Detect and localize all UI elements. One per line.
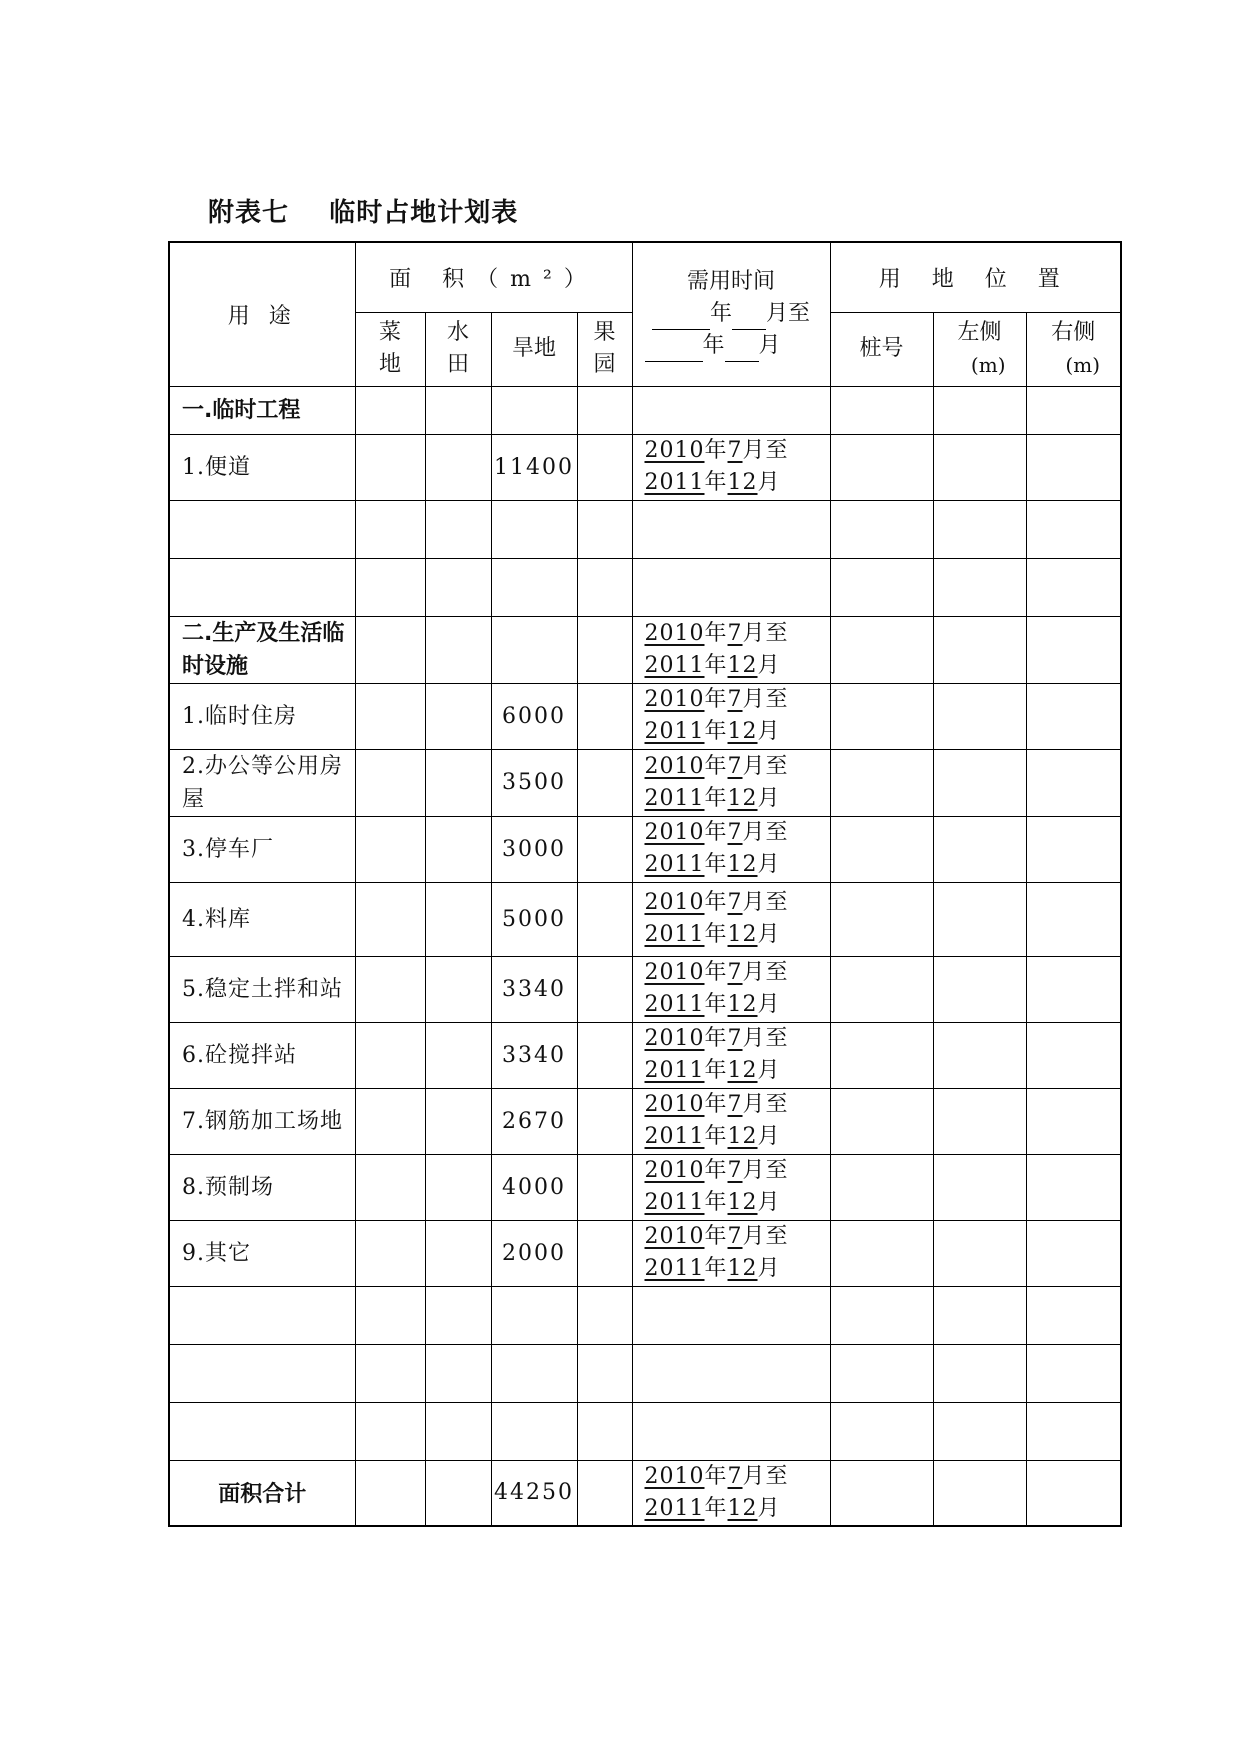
time-cell	[632, 616, 830, 683]
purpose-cell: 1.便道	[169, 434, 355, 500]
header-left-side: 左侧 (m)	[933, 312, 1026, 386]
right-side-cell	[1026, 816, 1121, 882]
right-side-cell	[1026, 1460, 1121, 1526]
end-month: 12	[727, 1190, 758, 1215]
time-cell	[632, 1220, 830, 1286]
start-year: 2010	[644, 1158, 705, 1183]
end-year: 2011	[644, 1058, 705, 1083]
year-label: 年	[704, 1224, 728, 1249]
end-year: 2011	[644, 922, 705, 947]
land-use-table	[168, 241, 1122, 1527]
orchard-cell	[577, 749, 632, 816]
to-label: 月至	[742, 820, 789, 845]
purpose-cell: 1.临时住房	[169, 683, 355, 749]
right-side-cell	[1026, 1220, 1121, 1286]
month-label: 月	[757, 1495, 781, 1521]
year-label: 年	[704, 1058, 728, 1083]
left-side-cell	[933, 434, 1026, 500]
time-cell	[632, 683, 830, 749]
end-year: 2011	[644, 652, 705, 678]
start-year: 2010	[644, 687, 705, 712]
year-label: 年	[704, 922, 728, 947]
table-row	[169, 683, 1121, 749]
left-side-cell	[933, 1154, 1026, 1220]
header-dry-land: 旱地	[491, 312, 577, 386]
year-label: 年	[704, 820, 728, 845]
paddy-field-cell	[425, 1220, 491, 1286]
year-label: 年	[704, 1092, 728, 1117]
header-stake-number: 桩号	[830, 312, 933, 386]
paddy-field-cell	[425, 1154, 491, 1220]
time-cell	[632, 1460, 830, 1526]
table-row	[169, 749, 1121, 816]
time-cell	[632, 434, 830, 500]
orchard-cell	[577, 1154, 632, 1220]
end-year: 2011	[644, 992, 705, 1017]
vegetable-land-cell	[355, 1286, 425, 1344]
left-side-cell	[933, 1402, 1026, 1460]
left-side-cell	[933, 558, 1026, 616]
start-month: 7	[727, 753, 743, 779]
orchard-cell	[577, 956, 632, 1022]
stake-cell	[830, 1220, 933, 1286]
orchard-cell	[577, 1022, 632, 1088]
purpose-cell: 6.砼搅拌站	[169, 1022, 355, 1088]
purpose-cell	[169, 1286, 355, 1344]
year-label: 年	[704, 852, 728, 877]
header-time-title: 需用时间	[686, 269, 775, 295]
dry-land-cell: 4000	[491, 1154, 577, 1220]
table-row	[169, 386, 1121, 434]
purpose-cell: 2.办公等公用房屋	[169, 749, 355, 816]
vegetable-land-cell	[355, 558, 425, 616]
dry-land-cell: 5000	[491, 882, 577, 956]
dry-land-cell: 2000	[491, 1220, 577, 1286]
time-cell	[632, 386, 830, 434]
year-label: 年	[704, 438, 728, 463]
left-side-cell	[933, 1460, 1026, 1526]
left-side-cell	[933, 956, 1026, 1022]
stake-cell	[830, 1088, 933, 1154]
left-side-cell	[933, 1286, 1026, 1344]
orchard-cell	[577, 500, 632, 558]
blank-month-1	[732, 305, 766, 330]
orchard-cell	[577, 1402, 632, 1460]
table-row	[169, 816, 1121, 882]
stake-cell	[830, 1344, 933, 1402]
vegetable-land-cell	[355, 386, 425, 434]
purpose-cell: 9.其它	[169, 1220, 355, 1286]
month-label: 月	[757, 1058, 781, 1083]
vegetable-land-cell	[355, 1220, 425, 1286]
right-side-cell	[1026, 1154, 1121, 1220]
left-side-cell	[933, 816, 1026, 882]
stake-cell	[830, 1460, 933, 1526]
left-side-cell	[933, 1088, 1026, 1154]
month-label: 月	[757, 719, 781, 744]
purpose-cell: 7.钢筋加工场地	[169, 1088, 355, 1154]
vegetable-land-cell	[355, 816, 425, 882]
vegetable-land-cell	[355, 956, 425, 1022]
purpose-cell	[169, 1402, 355, 1460]
start-month: 7	[727, 820, 743, 845]
year-label: 年	[704, 753, 728, 779]
vegetable-land-cell	[355, 1088, 425, 1154]
to-label: 月至	[742, 1224, 789, 1249]
table-row	[169, 616, 1121, 683]
left-side-cell	[933, 386, 1026, 434]
left-side-cell	[933, 1220, 1026, 1286]
start-month: 7	[727, 890, 743, 915]
table-row	[169, 434, 1121, 500]
end-month: 12	[727, 470, 758, 495]
start-year: 2010	[644, 1224, 705, 1249]
to-label: 月至	[742, 1463, 789, 1489]
header-time	[632, 242, 830, 386]
purpose-cell	[169, 558, 355, 616]
header-paddy-field: 水 田	[425, 312, 491, 386]
to-label: 月至	[742, 687, 789, 712]
header-orchard: 果 园	[577, 312, 632, 386]
orchard-cell	[577, 816, 632, 882]
year-label: 年	[704, 785, 728, 811]
start-year: 2010	[644, 890, 705, 915]
to-label: 月至	[742, 1092, 789, 1117]
left-side-cell	[933, 1022, 1026, 1088]
header-right-side: 右侧 (m)	[1026, 312, 1121, 386]
end-year: 2011	[644, 852, 705, 877]
end-year: 2011	[644, 1190, 705, 1215]
year-label: 年	[704, 652, 728, 678]
year-label: 年	[704, 719, 728, 744]
time-cell	[632, 956, 830, 1022]
table-row	[169, 1220, 1121, 1286]
dry-land-cell	[491, 1402, 577, 1460]
table-row	[169, 956, 1121, 1022]
stake-cell	[830, 616, 933, 683]
vegetable-land-cell	[355, 683, 425, 749]
end-year: 2011	[644, 719, 705, 744]
purpose-cell: 5.稳定土拌和站	[169, 956, 355, 1022]
header-vegetable-land: 菜 地	[355, 312, 425, 386]
dry-land-cell: 3000	[491, 816, 577, 882]
year-label: 年	[704, 687, 728, 712]
start-month: 7	[727, 960, 743, 985]
paddy-field-cell	[425, 1402, 491, 1460]
start-year: 2010	[644, 438, 705, 463]
purpose-cell	[169, 1344, 355, 1402]
vegetable-land-cell	[355, 616, 425, 683]
right-side-cell	[1026, 1088, 1121, 1154]
stake-cell	[830, 558, 933, 616]
year-label: 年	[704, 890, 728, 915]
paddy-field-cell	[425, 749, 491, 816]
to-label: 月至	[742, 960, 789, 985]
orchard-cell	[577, 386, 632, 434]
orchard-cell	[577, 616, 632, 683]
dry-land-cell	[491, 558, 577, 616]
paddy-field-cell	[425, 1460, 491, 1526]
purpose-cell: 一.临时工程	[169, 386, 355, 434]
orchard-cell	[577, 882, 632, 956]
start-year: 2010	[644, 960, 705, 985]
purpose-cell	[169, 500, 355, 558]
paddy-field-cell	[425, 1286, 491, 1344]
dry-land-cell: 44250	[491, 1460, 577, 1526]
header-location: 用 地 位 置	[830, 242, 1121, 312]
time-cell	[632, 1022, 830, 1088]
dry-land-cell: 2670	[491, 1088, 577, 1154]
to-label: 月至	[742, 620, 789, 646]
blank-year-2	[645, 337, 703, 362]
year-label: 年	[704, 1026, 728, 1051]
start-year: 2010	[644, 1092, 705, 1117]
start-year: 2010	[644, 820, 705, 845]
stake-cell	[830, 882, 933, 956]
orchard-cell	[577, 558, 632, 616]
end-year: 2011	[644, 1495, 705, 1521]
orchard-cell	[577, 1286, 632, 1344]
vegetable-land-cell	[355, 749, 425, 816]
vegetable-land-cell	[355, 500, 425, 558]
left-side-cell	[933, 749, 1026, 816]
month-label: 月	[757, 470, 781, 495]
stake-cell	[830, 386, 933, 434]
header-area: 面 积（m²）	[355, 242, 632, 312]
time-cell	[632, 500, 830, 558]
left-side-cell	[933, 882, 1026, 956]
dry-land-cell	[491, 1286, 577, 1344]
time-cell	[632, 749, 830, 816]
to-label: 月至	[742, 753, 789, 779]
paddy-field-cell	[425, 1088, 491, 1154]
stake-cell	[830, 500, 933, 558]
end-month: 12	[727, 992, 758, 1017]
paddy-field-cell	[425, 386, 491, 434]
stake-cell	[830, 683, 933, 749]
paddy-field-cell	[425, 1344, 491, 1402]
vegetable-land-cell	[355, 1154, 425, 1220]
blank-month-2	[725, 337, 759, 362]
start-year: 2010	[644, 620, 705, 646]
purpose-cell: 3.停车厂	[169, 816, 355, 882]
start-month: 7	[727, 438, 743, 463]
purpose-cell: 8.预制场	[169, 1154, 355, 1220]
stake-cell	[830, 1286, 933, 1344]
time-year-label-2: 年	[702, 333, 725, 359]
paddy-field-cell	[425, 683, 491, 749]
left-side-cell	[933, 683, 1026, 749]
vegetable-land-cell	[355, 1402, 425, 1460]
right-side-cell	[1026, 749, 1121, 816]
paddy-field-cell	[425, 956, 491, 1022]
dry-land-cell	[491, 500, 577, 558]
vegetable-land-cell	[355, 434, 425, 500]
paddy-field-cell	[425, 816, 491, 882]
month-label: 月	[757, 852, 781, 877]
dry-land-cell	[491, 1344, 577, 1402]
paddy-field-cell	[425, 882, 491, 956]
table-row	[169, 1022, 1121, 1088]
month-label: 月	[757, 785, 781, 811]
vegetable-land-cell	[355, 1344, 425, 1402]
orchard-cell	[577, 683, 632, 749]
time-cell	[632, 1088, 830, 1154]
table-row	[169, 882, 1121, 956]
to-label: 月至	[742, 890, 789, 915]
start-month: 7	[727, 1026, 743, 1051]
paddy-field-cell	[425, 616, 491, 683]
paddy-field-cell	[425, 434, 491, 500]
orchard-cell	[577, 1220, 632, 1286]
orchard-cell	[577, 1088, 632, 1154]
right-side-cell	[1026, 558, 1121, 616]
year-label: 年	[704, 1124, 728, 1149]
blank-year-1	[652, 305, 710, 330]
year-label: 年	[704, 470, 728, 495]
stake-cell	[830, 434, 933, 500]
table-row	[169, 558, 1121, 616]
right-side-cell	[1026, 386, 1121, 434]
dry-land-cell: 6000	[491, 683, 577, 749]
stake-cell	[830, 1154, 933, 1220]
time-cell	[632, 816, 830, 882]
right-side-cell	[1026, 1286, 1121, 1344]
paddy-field-cell	[425, 500, 491, 558]
paddy-field-cell	[425, 558, 491, 616]
time-cell	[632, 882, 830, 956]
month-label: 月	[757, 922, 781, 947]
stake-cell	[830, 956, 933, 1022]
end-month: 12	[727, 1495, 758, 1521]
end-month: 12	[727, 922, 758, 947]
year-label: 年	[704, 620, 728, 646]
orchard-cell	[577, 1460, 632, 1526]
page-title: 附表七 临时占地计划表	[208, 198, 519, 228]
vegetable-land-cell	[355, 882, 425, 956]
time-year-label-1: 年	[709, 301, 732, 327]
end-month: 12	[727, 1124, 758, 1149]
month-label: 月	[757, 992, 781, 1017]
month-label: 月	[757, 1190, 781, 1215]
total-row	[169, 1460, 1121, 1526]
start-year: 2010	[644, 1026, 705, 1051]
dry-land-cell	[491, 616, 577, 683]
vegetable-land-cell	[355, 1022, 425, 1088]
stake-cell	[830, 816, 933, 882]
table-row	[169, 500, 1121, 558]
year-label: 年	[704, 1190, 728, 1215]
end-month: 12	[727, 852, 758, 877]
table-row	[169, 1286, 1121, 1344]
end-year: 2011	[644, 1124, 705, 1149]
dry-land-cell	[491, 386, 577, 434]
purpose-cell: 面积合计	[169, 1460, 355, 1526]
start-month: 7	[727, 687, 743, 712]
table-row	[169, 1154, 1121, 1220]
end-month: 12	[727, 1256, 758, 1281]
start-year: 2010	[644, 1463, 705, 1489]
to-label: 月至	[742, 1158, 789, 1183]
year-label: 年	[704, 992, 728, 1017]
start-month: 7	[727, 1092, 743, 1117]
left-side-cell	[933, 1344, 1026, 1402]
year-label: 年	[704, 1463, 728, 1489]
end-month: 12	[727, 652, 758, 678]
right-side-cell	[1026, 616, 1121, 683]
right-side-cell	[1026, 882, 1121, 956]
start-month: 7	[727, 1224, 743, 1249]
left-side-cell	[933, 500, 1026, 558]
orchard-cell	[577, 434, 632, 500]
paddy-field-cell	[425, 1022, 491, 1088]
right-side-cell	[1026, 1022, 1121, 1088]
right-side-cell	[1026, 1344, 1121, 1402]
time-month-label-2: 月	[758, 333, 781, 359]
end-month: 12	[727, 1058, 758, 1083]
year-label: 年	[704, 1158, 728, 1183]
header-use: 用 途	[169, 242, 355, 386]
month-label: 月	[757, 1256, 781, 1281]
right-side-cell	[1026, 683, 1121, 749]
time-cell	[632, 1402, 830, 1460]
dry-land-cell: 3340	[491, 1022, 577, 1088]
start-month: 7	[727, 620, 743, 646]
year-label: 年	[704, 960, 728, 985]
purpose-cell: 4.料库	[169, 882, 355, 956]
table-row	[169, 1344, 1121, 1402]
right-side-cell	[1026, 956, 1121, 1022]
time-cell	[632, 1286, 830, 1344]
header-row-top	[169, 242, 1121, 312]
left-side-cell	[933, 616, 1026, 683]
stake-cell	[830, 749, 933, 816]
to-label: 月至	[742, 438, 789, 463]
stake-cell	[830, 1022, 933, 1088]
time-month-label-1: 月至	[766, 301, 811, 327]
start-year: 2010	[644, 753, 705, 779]
table-row	[169, 1088, 1121, 1154]
right-side-cell	[1026, 1402, 1121, 1460]
year-label: 年	[704, 1256, 728, 1281]
time-cell	[632, 1344, 830, 1402]
year-label: 年	[704, 1495, 728, 1521]
vegetable-land-cell	[355, 1460, 425, 1526]
month-label: 月	[757, 1124, 781, 1149]
stake-cell	[830, 1402, 933, 1460]
time-cell	[632, 558, 830, 616]
end-year: 2011	[644, 470, 705, 495]
end-year: 2011	[644, 785, 705, 811]
orchard-cell	[577, 1344, 632, 1402]
month-label: 月	[757, 652, 781, 678]
dry-land-cell: 3340	[491, 956, 577, 1022]
dry-land-cell: 11400	[491, 434, 577, 500]
start-month: 7	[727, 1158, 743, 1183]
dry-land-cell: 3500	[491, 749, 577, 816]
right-side-cell	[1026, 500, 1121, 558]
purpose-cell: 二.生产及生活临时设施	[169, 616, 355, 683]
end-month: 12	[727, 785, 758, 811]
right-side-cell	[1026, 434, 1121, 500]
to-label: 月至	[742, 1026, 789, 1051]
start-month: 7	[727, 1463, 743, 1489]
time-cell	[632, 1154, 830, 1220]
end-year: 2011	[644, 1256, 705, 1281]
end-month: 12	[727, 719, 758, 744]
table-row	[169, 1402, 1121, 1460]
